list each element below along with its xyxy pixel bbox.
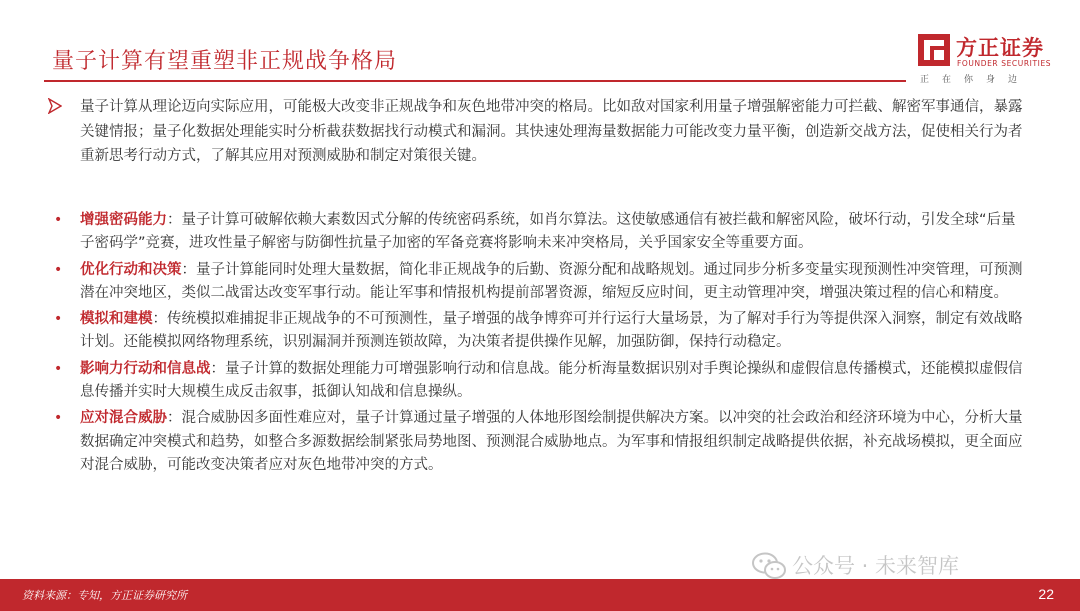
item-label: 影响力行动和信息战 — [80, 360, 211, 377]
intro-paragraph — [50, 95, 1025, 169]
item-label: 优化行动和决策 — [80, 261, 182, 278]
list-item — [50, 358, 1025, 405]
logo-name: 方正证券 — [956, 36, 1044, 60]
title-divider — [44, 80, 906, 82]
item-text: ：量子计算的数据处理能力可增强影响行动和信息战。能分析海量数据识别对手舆论操纵和虚假信息传播模式，还能模拟虚假信息传播并实时大规模生成反击叙事，抵御认知战和信息操纵。 — [80, 360, 1023, 401]
list-item — [50, 407, 1025, 477]
item-text: ：传统模拟难捕捉非正规战争的不可预测性，量子增强的战争博弈可并行运行大量场景，为了解对手行为等提供深入洞察，制定有效战略计划。还能模拟网络物理系统，识别漏洞并预测连锁故障，为决策者提供操作见解，加强防御，保持行动稳定。 — [80, 311, 1023, 351]
bullet-icon: • — [54, 360, 63, 377]
bullet-icon: • — [54, 311, 63, 328]
logo-slogan: 正在你身边 — [920, 75, 1031, 85]
bullet-icon: • — [54, 410, 63, 427]
founder-securities-logo — [918, 32, 1068, 86]
footer-bar — [0, 579, 1080, 611]
source-note: 资料来源：专知，方正证券研究所 — [22, 589, 187, 602]
bullet-icon: • — [54, 261, 63, 278]
list-item — [50, 308, 1025, 355]
item-label: 模拟和建模 — [80, 311, 153, 328]
logo-subtitle: FOUNDER SECURITIES — [957, 59, 1052, 68]
item-label: 增强密码能力 — [80, 212, 167, 228]
list-item — [50, 259, 1025, 306]
item-text: ：量子计算能同时处理大量数据，简化非正规战争的后勤、资源分配和战略规划。通过同步分析多变量实现预测性冲突管理，可预测潜在冲突地区，类似二战雷达改变军事行动。能让军事和情报机构提前部署资源，缩短反应时间，更主动管理冲突，增强决策过程的信心和精度。 — [80, 261, 1023, 301]
item-text: ：量子计算可破解依赖大素数因式分解的传统密码系统，如肖尔算法。这使敏感通信有被拦截和解密风险，破坏行动，引发全球“后量子密码学”竞赛，进攻性量子解密与防御性抗量子加密的军备竞赛将影响未来冲突格局，关乎国家安全等重要方面。 — [80, 212, 1016, 252]
founder-logo-icon — [918, 34, 950, 66]
wechat-icon — [752, 552, 786, 580]
item-label: 应对混合威胁 — [80, 410, 167, 427]
page-title: 量子计算有望重塑非正规战争格局 — [52, 49, 398, 74]
intro-text: 量子计算从理论迈向实际应用，可能极大改变非正规战争和灰色地带冲突的格局。比如敌对国家利用量子增强解密能力可拦截、解密军事通信，暴露关键情报；量子化数据处理能实时分析截获数据找行动模式和漏洞。其快速处理海量数据能力可能改变力量平衡，创造新交战方法，促使相关行为者重新思考行动方式，了解其应用对预测威胁和制定对策很关键。 — [80, 99, 1023, 164]
arrow-right-icon — [48, 98, 62, 114]
item-text: ：混合威胁因多面性难应对，量子计算通过量子增强的人体地形图绘制提供解决方案。以冲突的社会政治和经济环境为中心，分析大量数据确定冲突模式和趋势，如整合多源数据绘制紧张局势地图、预测混合威胁地点。为军事和情报组织制定战略提供依据，补充战场模拟，更全面应对混合威胁，可能改变决策者应对灰色地带冲突的方式。 — [80, 410, 1023, 473]
watermark-text: 公众号 · 未来智库 — [792, 554, 960, 578]
bullet-icon: • — [54, 212, 63, 228]
key-points-list — [50, 209, 1025, 480]
page-number: 22 — [1038, 586, 1054, 602]
list-item — [50, 209, 1025, 256]
